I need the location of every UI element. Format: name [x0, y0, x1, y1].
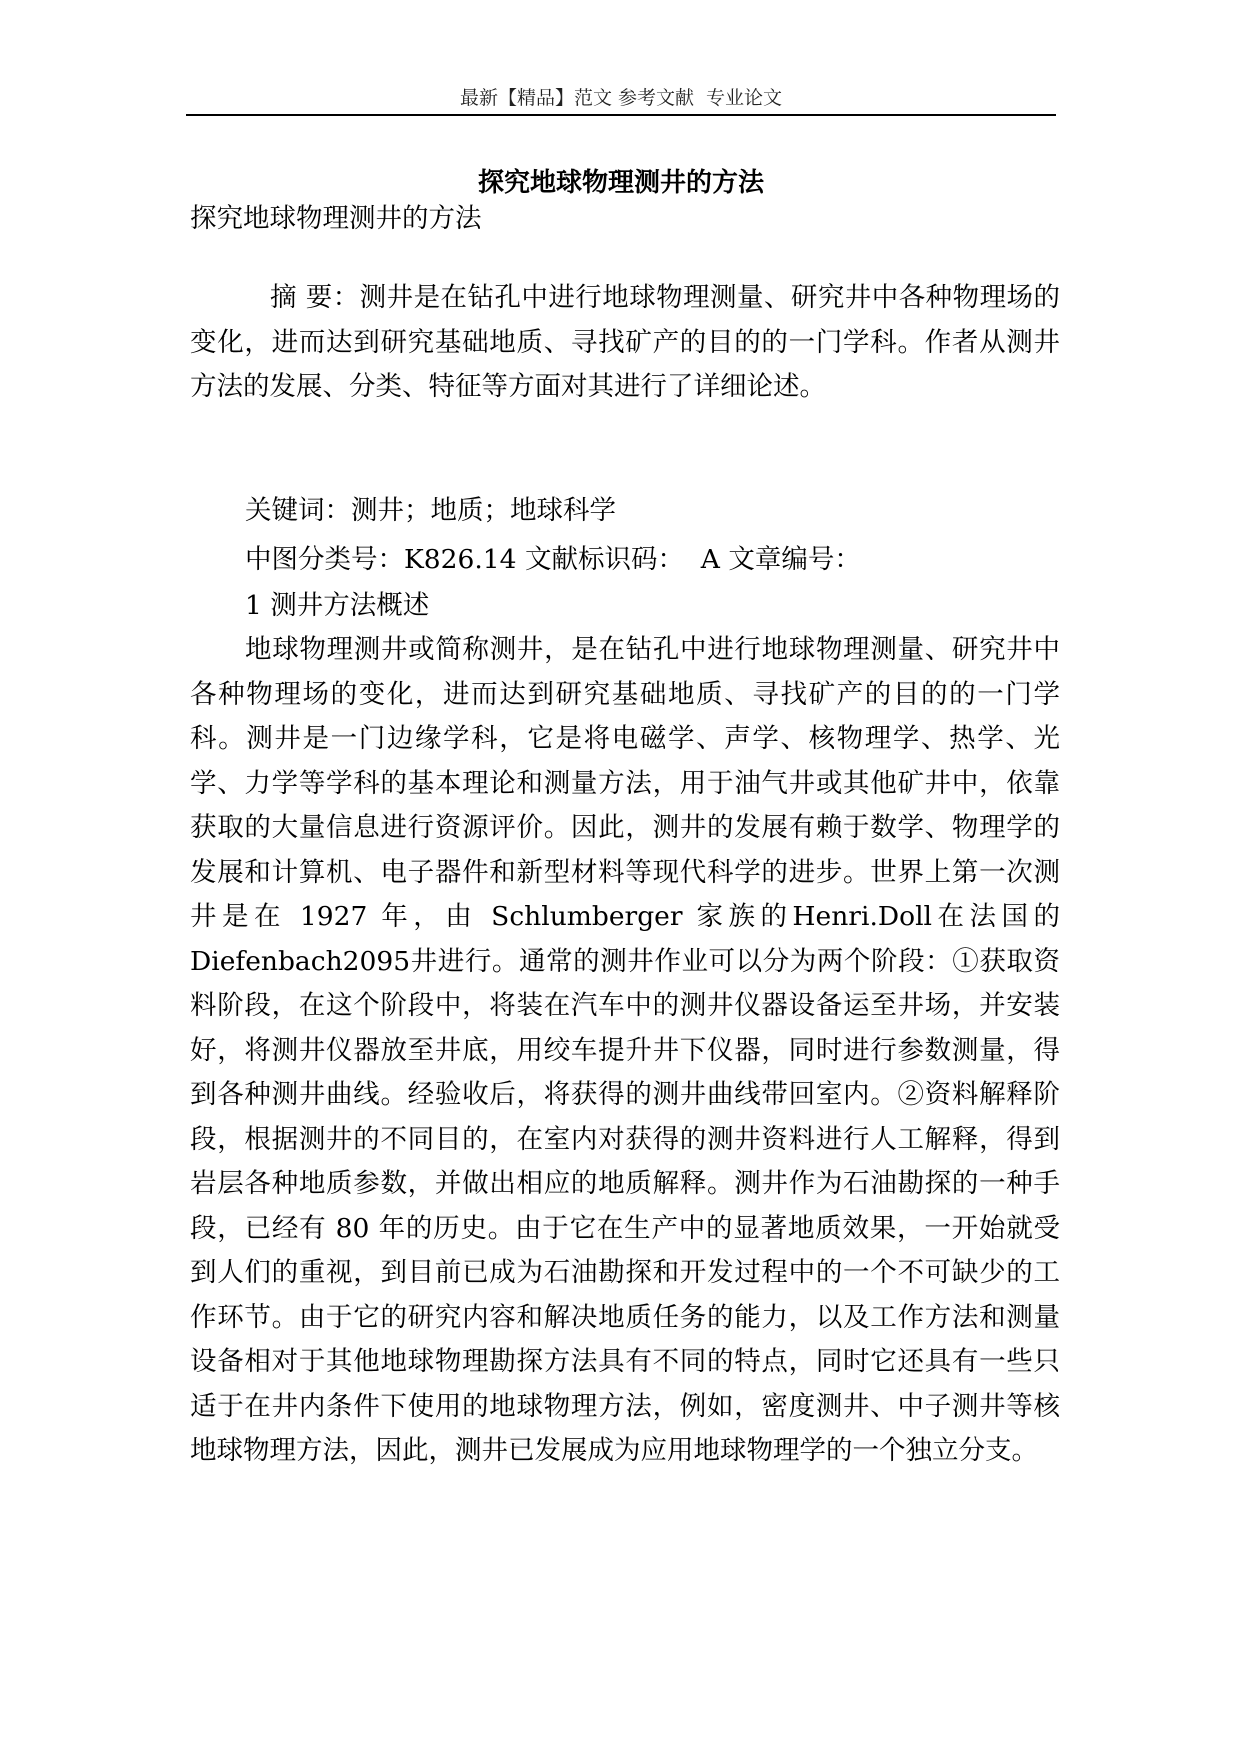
classification-line: 中图分类号：K826.14 文献标识码： A 文章编号：: [245, 544, 861, 575]
section-heading: 1 测井方法概述: [245, 590, 430, 621]
keywords-line: 关键词：测井；地质；地球科学: [245, 495, 616, 526]
document-title: 探究地球物理测井的方法: [477, 168, 764, 198]
abstract-paragraph: 摘 要：测井是在钻孔中进行地球物理测量、研究井中各种物理场的变化，进而达到研究基础地质、寻找矿产的目的的一门学科。作者从测井方法的发展、分类、特征等方面对其进行了详细论述。: [190, 282, 1060, 402]
page-header: 最新【精品】范文 参考文献 专业论文: [459, 87, 783, 109]
section-body-paragraph: 地球物理测井或简称测井，是在钻孔中进行地球物理测量、研究井中各种物理场的变化，进而达到研究基础地质、寻找矿产的目的的一门学科。测井是一门边缘学科，它是将电磁学、声学、核物理学、热学、光学、力学等学科的基本理论和测量方法，用于油气井或其他矿井中，依靠获取的大量信息进行资源评价。因此，测井的发展有赖于数学、物理学的发展和计算机、电子器件和新型材料等现代科学的进步。世界上第一次测井是在 1927 年，由 Schlumberger 家族的Henri.Doll在法国的Diefenbach2095井进行。通常的测井作业可以分为两个阶段：①获取资料阶段，在这个阶段中，将装在汽车中的测井仪器设备运至井场，并安装好，将测井仪器放至井底，用绞车提升井下仪器，同时进行参数测量，得到各种测井曲线。经验收后，将获得的测井曲线带回室内。②资料解释阶段，根据测井的不同目的，在室内对获得的测井资料进行人工解释，得到岩层各种地质参数，并做出相应的地质解释。测井作为石油勘探的一种手段，已经有 80 年的历史。由于它在生产中的显著地质效果，一开始就受到人们的重视，到目前已成为石油勘探和开发过程中的一个不可缺少的工作环节。由于它的研究内容和解决地质任务的能力，以及工作方法和测量设备相对于其他地球物理勘探方法具有不同的特点，同时它还具有一些只适于在井内条件下使用的地球物理方法，例如，密度测井、中子测井等核地球物理方法，因此，测井已发展成为应用地球物理学的一个独立分支。: [190, 634, 1060, 1466]
header-divider: [186, 114, 1056, 116]
document-subtitle: 探究地球物理测井的方法: [190, 203, 482, 234]
